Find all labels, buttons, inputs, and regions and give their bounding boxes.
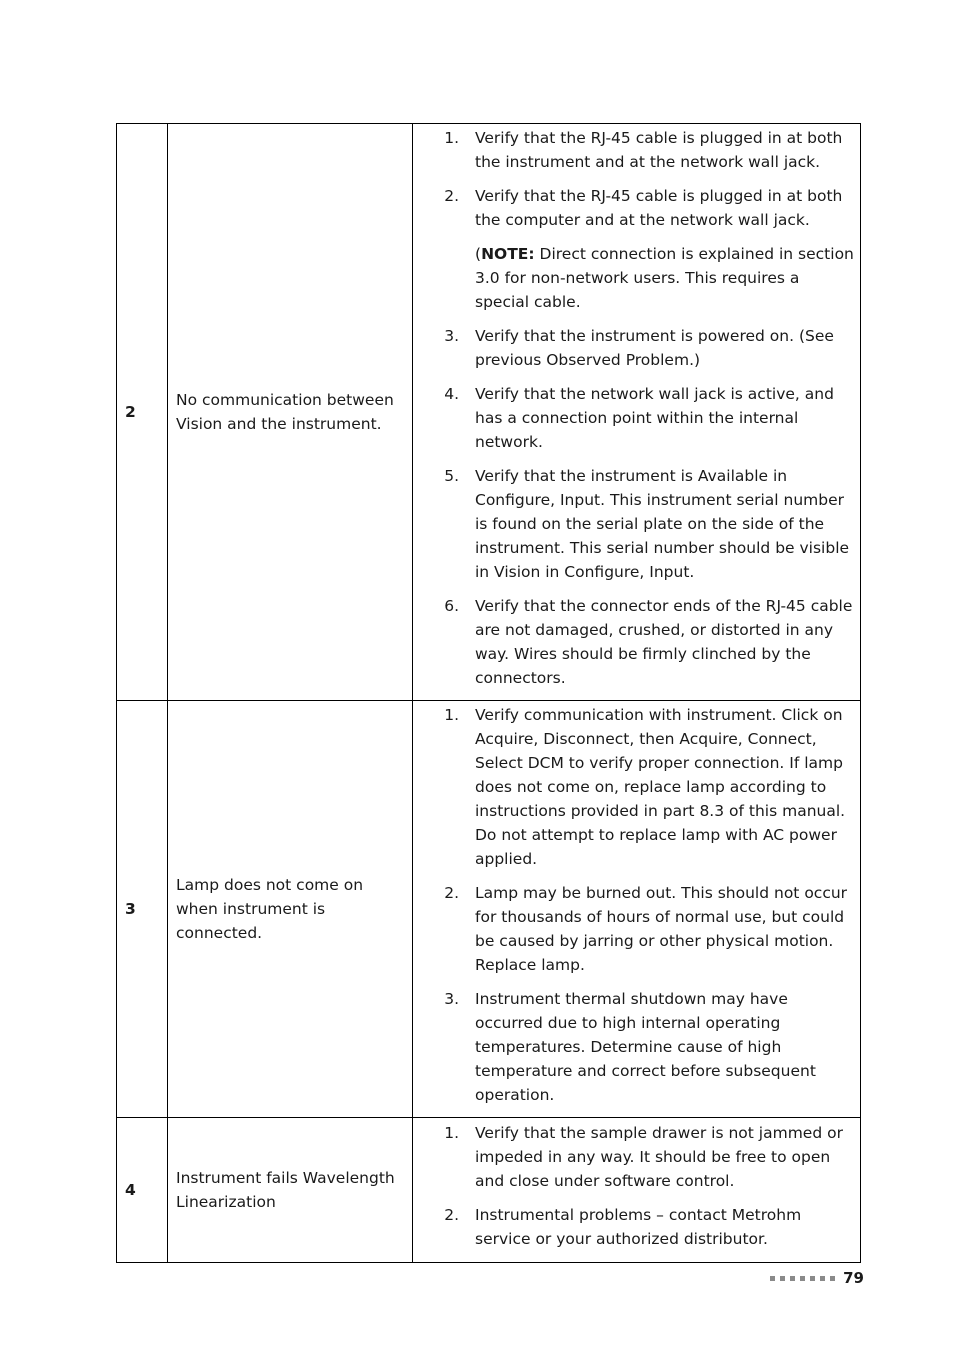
problem-description: Instrument fails Wavelength Linearization <box>168 1118 413 1263</box>
step-text: Verify that the connector ends of the RJ-45 cable are not damaged, crushed, or distorted in any way. Wires should be firmly clinched by the connectors. <box>475 597 853 687</box>
step-text: Instrument thermal shutdown may have occurred due to high internal operating temperatures. Determine cause of high temperature and correct before subsequent operation. <box>475 990 816 1104</box>
remedy-list <box>413 124 861 701</box>
step-number: 6. <box>444 597 459 615</box>
step-text: Instrumental problems – contact Metrohm service or your authorized distributor. <box>475 1206 802 1248</box>
footer-dot <box>780 1276 785 1281</box>
problem-description: Lamp does not come on when instrument is connected. <box>168 701 413 1118</box>
remedy-step <box>413 126 854 174</box>
table-row <box>117 701 861 1118</box>
footer-dot <box>800 1276 805 1281</box>
remedy-step <box>413 464 854 584</box>
step-number: 5. <box>444 467 459 485</box>
remedy-step <box>413 703 854 871</box>
step-text: Lamp may be burned out. This should not occur for thousands of hours of normal use, but could be caused by jarring or other physical motion. Replace lamp. <box>475 884 848 974</box>
step-number: 2. <box>444 884 459 902</box>
problem-description: No communication between Vision and the instrument. <box>168 124 413 701</box>
step-number: 1. <box>444 129 459 147</box>
step-number: 3. <box>444 990 459 1008</box>
remedy-step <box>413 1121 854 1193</box>
page-number: 79 <box>843 1269 864 1287</box>
step-number: 1. <box>444 706 459 724</box>
note-paragraph <box>475 242 854 314</box>
note-open-paren: ( <box>475 245 482 263</box>
remedy-step <box>413 1203 854 1251</box>
footer-dot <box>830 1276 835 1281</box>
footer-dot <box>770 1276 775 1281</box>
remedy-step <box>413 382 854 454</box>
remedy-step <box>413 881 854 977</box>
footer-dot <box>790 1276 795 1281</box>
step-number: 4. <box>444 385 459 403</box>
troubleshooting-table <box>116 123 861 1263</box>
footer-dot <box>820 1276 825 1281</box>
note-text <box>475 242 854 314</box>
problem-number: 4 <box>117 1118 168 1263</box>
footer-dots <box>770 1276 835 1281</box>
table-row <box>117 124 861 701</box>
step-number: 1. <box>444 1124 459 1142</box>
step-text: Verify communication with instrument. Click on Acquire, Disconnect, then Acquire, Connect, Select DCM to verify proper connection. If lamp does not come on, replace lamp according to instructions provided in part 8.3 of this manual. Do not attempt to replace lamp with AC power applied. <box>475 706 846 868</box>
step-number: 2. <box>444 187 459 205</box>
step-text: Verify that the sample drawer is not jammed or impeded in any way. It should be free to open and close under software control. <box>475 1124 843 1190</box>
table-row <box>117 1118 861 1263</box>
note-body: Direct connection is explained in section 3.0 for non-network users. This requires a special cable. <box>475 245 854 311</box>
step-text: Verify that the instrument is powered on. (See previous Observed Problem.) <box>475 327 834 369</box>
page-footer <box>770 1266 864 1290</box>
remedy-list <box>413 1118 861 1263</box>
remedy-step <box>413 594 854 690</box>
remedy-step <box>413 324 854 372</box>
step-text: Verify that the RJ-45 cable is plugged in at both the instrument and at the network wall jack. <box>475 129 843 171</box>
remedy-step <box>413 184 854 232</box>
step-number: 2. <box>444 1206 459 1224</box>
step-number: 3. <box>444 327 459 345</box>
problem-number: 2 <box>117 124 168 701</box>
footer-dot <box>810 1276 815 1281</box>
step-text: Verify that the instrument is Available in Configure, Input. This instrument serial number is found on the serial plate on the side of the instrument. This serial number should be visible in Vision in Configure, Input. <box>475 467 850 581</box>
step-text: Verify that the network wall jack is active, and has a connection point within the internal network. <box>475 385 834 451</box>
remedy-list <box>413 701 861 1118</box>
problem-number: 3 <box>117 701 168 1118</box>
note-label: NOTE: <box>481 245 535 263</box>
step-text: Verify that the RJ-45 cable is plugged in at both the computer and at the network wall jack. <box>475 187 843 229</box>
remedy-step <box>413 987 854 1107</box>
